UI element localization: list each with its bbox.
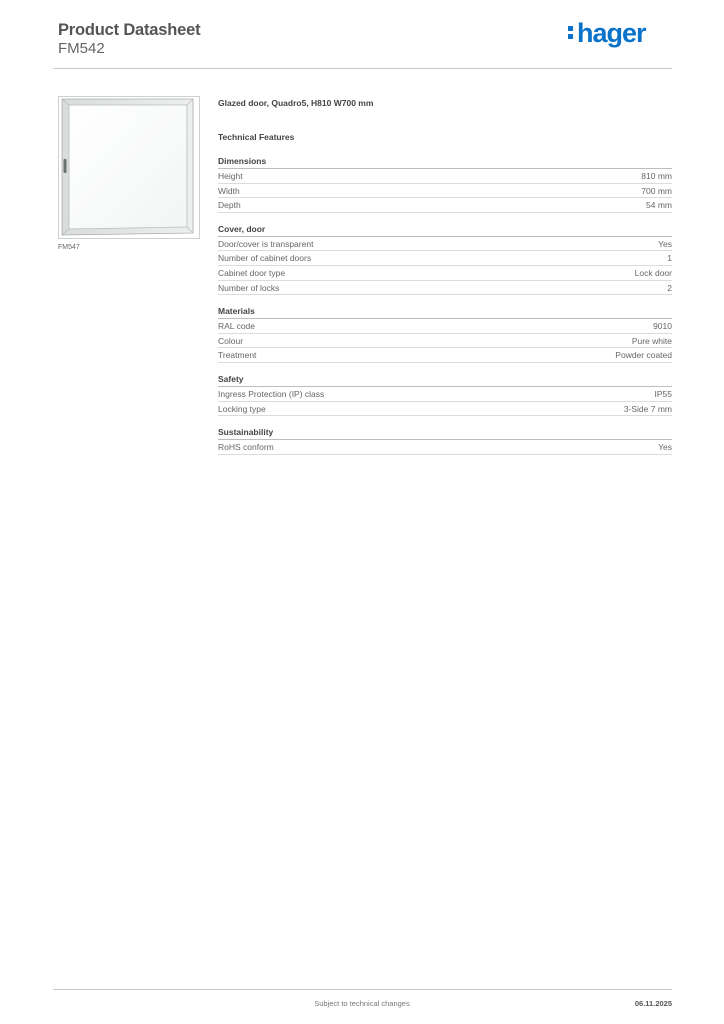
spec-row	[218, 334, 672, 349]
spec-value: 700 mm	[641, 185, 672, 196]
spec-label: RoHS conform	[218, 442, 274, 453]
spec-value: Yes	[658, 238, 672, 249]
spec-label: Depth	[218, 200, 241, 211]
header-divider	[53, 68, 672, 69]
spec-value: 54 mm	[646, 200, 672, 211]
product-name: Glazed door, Quadro5, H810 W700 mm	[218, 98, 374, 108]
brand-name: hager	[577, 18, 646, 48]
spec-content	[218, 96, 672, 465]
spec-label: Cabinet door type	[218, 267, 286, 278]
page-title: Product Datasheet	[58, 21, 201, 39]
spec-value: 810 mm	[641, 171, 672, 181]
brand-logo	[568, 18, 646, 49]
spec-value: IP55	[654, 388, 672, 399]
spec-row	[218, 440, 672, 455]
group-title: Sustainability	[218, 426, 672, 440]
spec-value: 3-Side 7 mm	[623, 403, 672, 414]
spec-row	[218, 251, 672, 266]
image-caption: FM547	[58, 244, 80, 251]
spec-label: Number of cabinet doors	[218, 253, 312, 264]
glazed-door-icon	[59, 97, 199, 238]
spec-label: Treatment	[218, 350, 257, 361]
spec-row	[218, 169, 672, 184]
spec-row	[218, 198, 672, 213]
spec-value: Yes	[658, 442, 672, 453]
spec-label: Door/cover is transparent	[218, 238, 314, 249]
group-title: Safety	[218, 373, 672, 387]
spec-label: RAL code	[218, 321, 256, 332]
spec-row	[218, 281, 672, 296]
spec-value: 2	[667, 282, 672, 293]
footer-divider	[53, 989, 672, 990]
spec-group-cover-door	[218, 223, 672, 295]
spec-value: 9010	[653, 321, 672, 332]
spec-row	[218, 184, 672, 199]
spec-row	[218, 266, 672, 281]
spec-label: Colour	[218, 335, 244, 346]
spec-row	[218, 387, 672, 402]
spec-row	[218, 348, 672, 363]
spec-group-safety	[218, 373, 672, 416]
spec-value: Pure white	[631, 335, 672, 346]
spec-value: Powder coated	[615, 350, 672, 361]
group-title: Cover, door	[218, 223, 672, 237]
spec-label: Height	[218, 171, 243, 181]
spec-label: Locking type	[218, 403, 266, 414]
product-code: FM542	[58, 40, 105, 57]
spec-row	[218, 237, 672, 252]
spec-label: Ingress Protection (IP) class	[218, 388, 325, 399]
footer-note: Subject to technical changes	[314, 999, 410, 1008]
spec-value: 1	[667, 253, 672, 264]
spec-value: Lock door	[634, 267, 672, 278]
product-image	[58, 96, 200, 239]
group-title: Materials	[218, 305, 672, 319]
spec-label: Width	[218, 185, 240, 196]
spec-group-dimensions	[218, 155, 672, 213]
spec-row	[218, 402, 672, 417]
logo-dots-icon	[568, 23, 574, 42]
spec-group-sustainability	[218, 426, 672, 455]
spec-row	[218, 319, 672, 334]
features-heading: Technical Features	[218, 132, 295, 142]
group-title: Dimensions	[218, 155, 672, 169]
footer-date: 06.11.2025	[634, 999, 672, 1008]
spec-group-materials	[218, 305, 672, 363]
spec-label: Number of locks	[218, 282, 280, 293]
